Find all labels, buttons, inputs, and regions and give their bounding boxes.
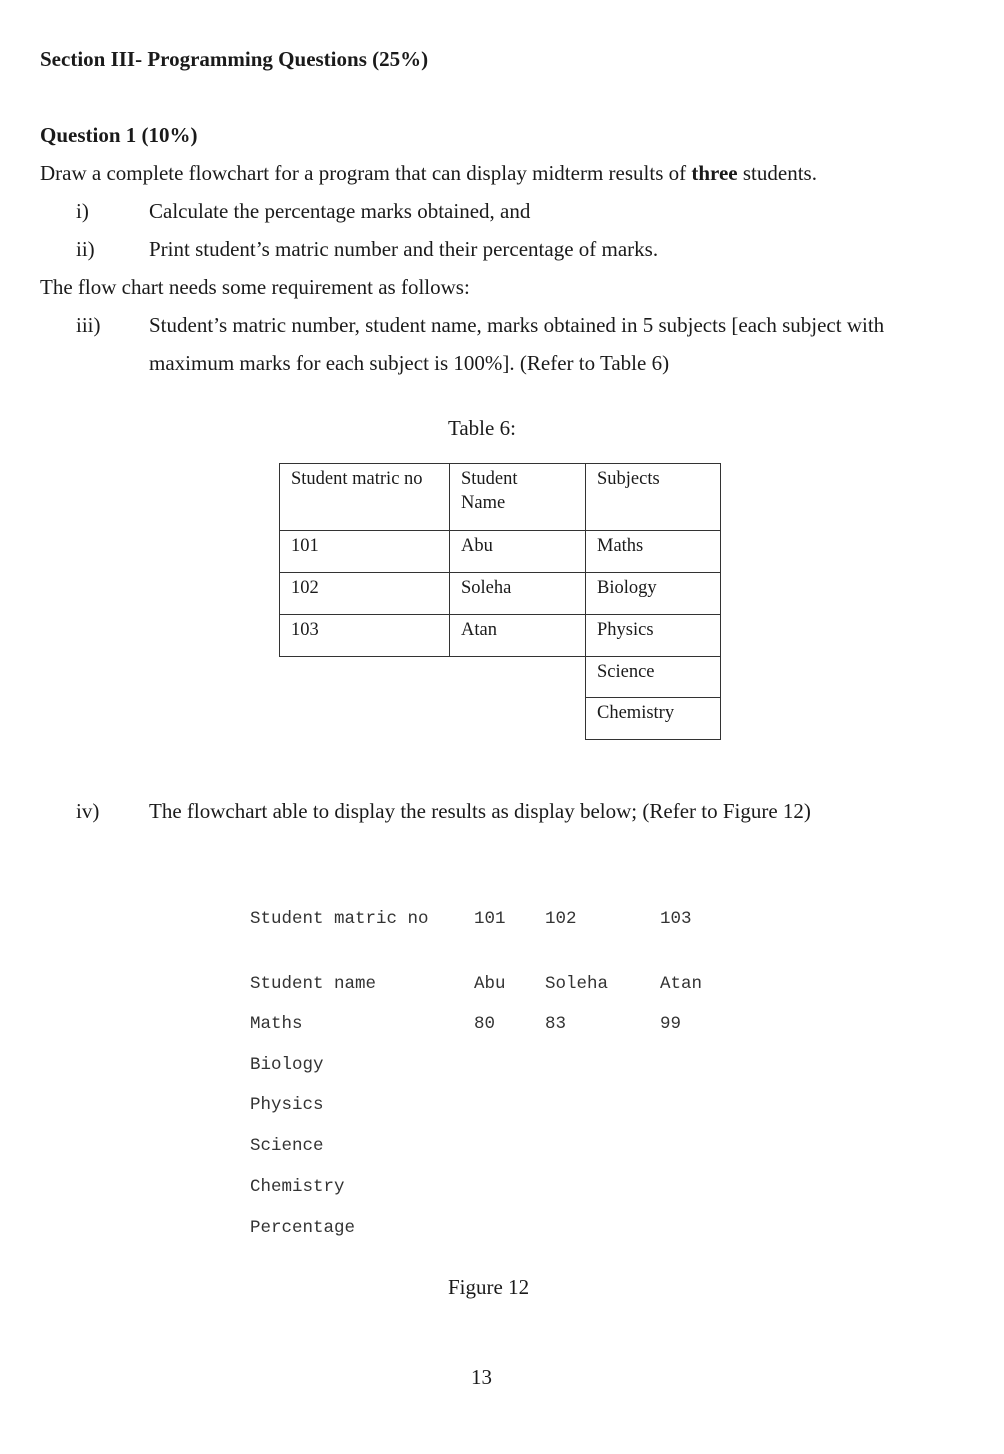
figure-row-label: Biology: [250, 1055, 324, 1075]
table-cell-name: Soleha: [449, 572, 586, 615]
item-ii-text: Print student’s matric number and their percentage of marks.: [149, 237, 659, 261]
item-ii-number: ii): [76, 237, 95, 261]
figure-row-label: Student name: [250, 974, 377, 994]
table-header-subjects: Subjects: [585, 463, 721, 531]
item-iii-text-line1: Student’s matric number, student name, marks obtained in 5 subjects [each subject with: [149, 313, 885, 337]
figure-row-label: Student matric no: [250, 909, 429, 929]
table-cell-subject: Maths: [585, 530, 721, 573]
table-cell-subject: Chemistry: [585, 697, 721, 740]
table-cell-subject: Physics: [585, 614, 721, 657]
table-cell-name: Abu: [449, 530, 586, 573]
figure-value: 99: [660, 1014, 682, 1034]
figure-value: Soleha: [545, 974, 609, 994]
intro-text-before: Draw a complete flowchart for a program that can display midterm results of: [40, 161, 692, 185]
item-iii-text-line2: maximum marks for each subject is 100%]. (Refer to Table 6): [149, 351, 670, 375]
figure-row-label: Science: [250, 1136, 324, 1156]
figure-row-label: Physics: [250, 1095, 324, 1115]
figure-value: Atan: [660, 974, 703, 994]
figure-value: 102: [545, 909, 577, 929]
item-iv-text: The flowchart able to display the results as display below; (Refer to Figure 12): [149, 799, 811, 823]
figure-caption: Figure 12: [448, 1275, 530, 1299]
item-i-number: i): [76, 199, 89, 223]
figure-row-label: Maths: [250, 1014, 303, 1034]
intro-text-bold: three: [691, 161, 738, 185]
figure-row-label: Percentage: [250, 1218, 356, 1238]
table-cell-subject: Biology: [585, 572, 721, 615]
intro-text-after: students.: [737, 161, 817, 185]
requirements-intro: The flow chart needs some requirement as follows:: [40, 275, 470, 299]
table-caption: Table 6:: [448, 416, 516, 440]
table-cell-subject: Science: [585, 656, 721, 698]
question-title: Question 1 (10%): [40, 123, 198, 147]
figure-row-label: Chemistry: [250, 1177, 345, 1197]
table-cell-matric: 101: [279, 530, 450, 573]
figure-value: 80: [474, 1014, 496, 1034]
item-i-text: Calculate the percentage marks obtained, and: [149, 199, 531, 223]
question-intro: [40, 160, 817, 186]
item-iii-number: iii): [76, 313, 101, 337]
table-cell-matric: 102: [279, 572, 450, 615]
table-cell-matric: 103: [279, 614, 450, 657]
section-title: Section III- Programming Questions (25%): [40, 47, 429, 71]
figure-value: 83: [545, 1014, 567, 1034]
figure-value: Abu: [474, 974, 506, 994]
item-iv-number: iv): [76, 799, 100, 823]
figure-value: 101: [474, 909, 506, 929]
table-header-matric: Student matric no: [279, 463, 450, 531]
page-number: 13: [471, 1365, 492, 1389]
table-header-name: Student Name: [449, 463, 586, 531]
table-cell-name: Atan: [449, 614, 586, 657]
figure-value: 103: [660, 909, 692, 929]
